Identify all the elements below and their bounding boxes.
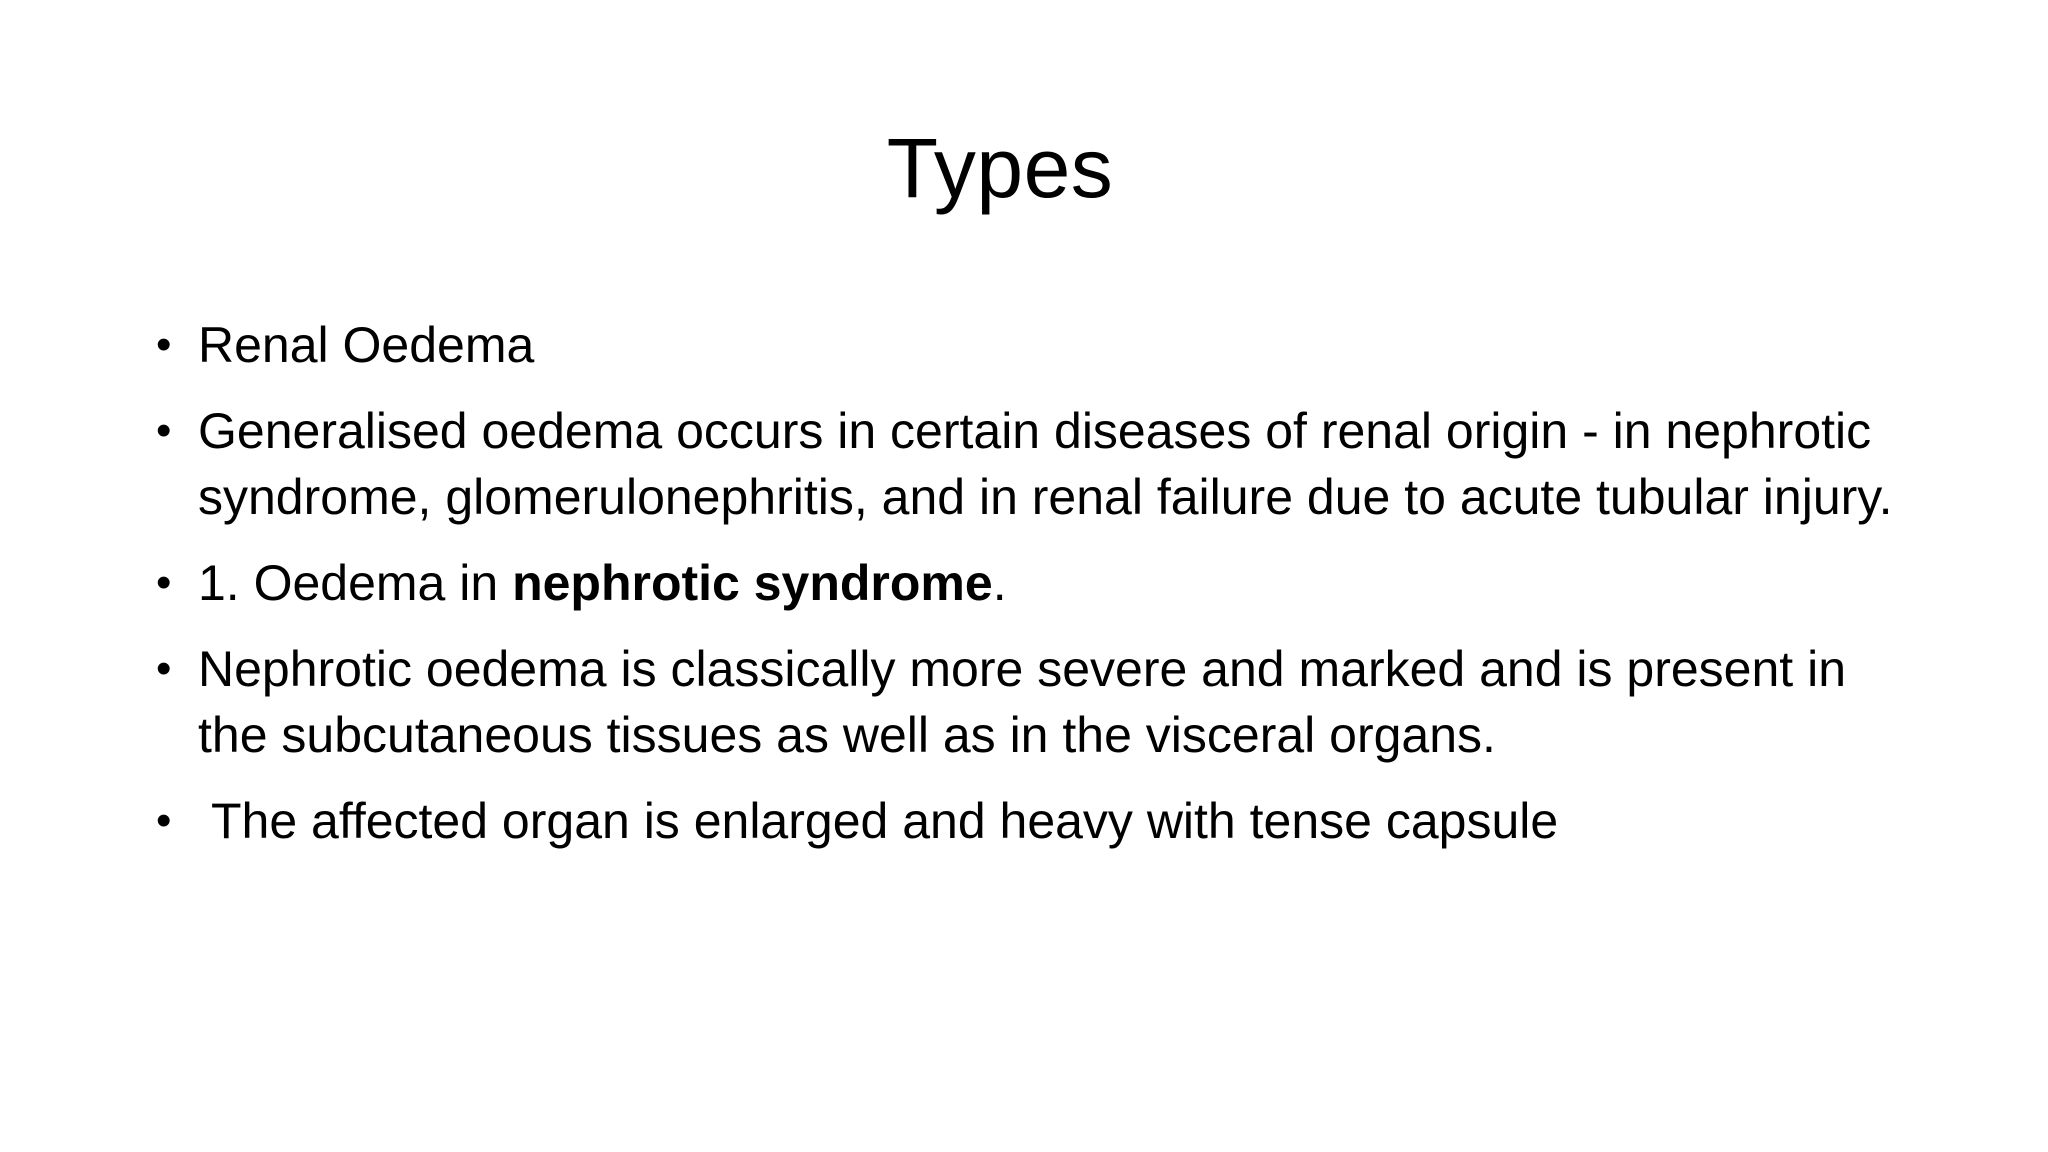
bold-term: nephrotic syndrome xyxy=(512,555,993,611)
bullet-item xyxy=(156,788,1916,854)
bullet-dot-icon: • xyxy=(156,320,172,369)
bullet-dot-icon: • xyxy=(156,558,172,607)
bullet-text: 1. Oedema in nephrotic syndrome. xyxy=(198,555,1007,611)
bullet-item xyxy=(156,398,1916,530)
bullet-list xyxy=(156,312,1916,874)
bullet-item xyxy=(156,636,1916,768)
bullet-text: Generalised oedema occurs in certain diseases of renal origin - in nephrotic syndrome, glomerulonephritis, and in renal failure due to acute tubular injury. xyxy=(198,403,1893,525)
bullet-text: Nephrotic oedema is classically more severe and marked and is present in the subcutaneous tissues as well as in the visceral organs. xyxy=(198,641,1846,763)
slide-title: Types xyxy=(886,121,1114,215)
bullet-item xyxy=(156,312,1916,378)
bullet-dot-icon: • xyxy=(156,644,172,693)
bullet-dot-icon: • xyxy=(156,796,172,845)
bullet-item xyxy=(156,550,1916,616)
bullet-dot-icon: • xyxy=(156,406,172,455)
bullet-text: The affected organ is enlarged and heavy with tense capsule xyxy=(198,793,1559,849)
bullet-text: Renal Oedema xyxy=(198,317,535,373)
